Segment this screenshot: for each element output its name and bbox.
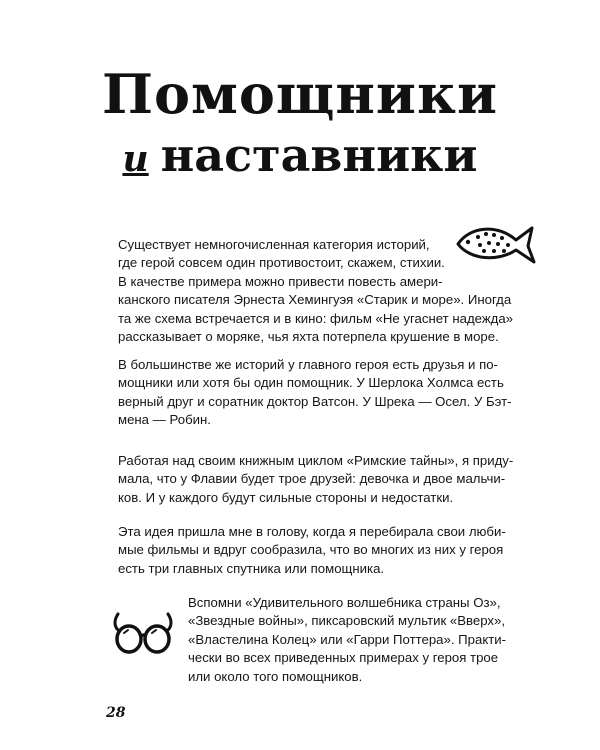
text-line: мые фильмы и вдруг сообразила, что во многих из них у героя bbox=[118, 542, 504, 558]
paragraph-1 bbox=[118, 236, 538, 346]
text-line: или около того помощников. bbox=[188, 668, 363, 684]
text-line: мена — Робин. bbox=[118, 412, 211, 428]
page-title-line-2 bbox=[0, 128, 600, 182]
text-line: В качестве примера можно привести повесть амери- bbox=[118, 273, 443, 289]
text-line: мала, что у Флавии будет трое друзей: девочка и двое мальчи- bbox=[118, 471, 506, 487]
text-line: ков. И у каждого будут сильные стороны и недостатки. bbox=[118, 489, 454, 505]
text-line: «Властелина Колец» или «Гарри Поттера». Практи- bbox=[188, 631, 507, 647]
text-line: канского писателя Эрнеста Хемингуэя «Старик и море». Иногда bbox=[118, 292, 512, 308]
text-line: та же схема встречается и в кино: фильм «Не угаснет надежда» bbox=[118, 310, 514, 326]
text-line: где герой совсем один противостоит, скажем, стихии. bbox=[118, 255, 445, 271]
text-line: Вспомни «Удивительного волшебника страны Оз», bbox=[188, 595, 501, 610]
text-line: В большинстве же историй у главного героя есть друзья и по- bbox=[118, 357, 498, 372]
paragraph-5 bbox=[188, 594, 538, 686]
text-line: верный друг и соратник доктор Ватсон. У Шрека — Осел. У Бэт- bbox=[118, 393, 512, 409]
text-line: чески во всех приведенных примерах у героя трое bbox=[188, 650, 499, 666]
page-title-word: наставники bbox=[160, 128, 478, 182]
glasses-icon bbox=[112, 606, 174, 658]
page-title-line-1: Помощники bbox=[102, 62, 498, 126]
page-title-conjunction: и bbox=[122, 138, 149, 180]
text-line: мощники или хотя бы один помощник. У Шерлока Холмса есть bbox=[118, 375, 504, 391]
text-line: есть три главных спутника или помощника. bbox=[118, 560, 385, 576]
text-line: рассказывает о моряке, чья яхта потерпела крушение в море. bbox=[118, 329, 499, 345]
text-line: Существует немногочисленная категория историй, bbox=[118, 237, 430, 252]
text-line: Работая над своим книжным циклом «Римские тайны», я приду- bbox=[118, 453, 514, 468]
text-line: Эта идея пришла мне в голову, когда я перебирала свои люби- bbox=[118, 524, 506, 539]
text-line: «Звездные войны», пиксаровский мультик «Вверх», bbox=[188, 613, 506, 629]
paragraph-3 bbox=[118, 452, 538, 507]
page-number: 28 bbox=[106, 705, 126, 721]
paragraph-2 bbox=[118, 356, 538, 430]
paragraph-4 bbox=[118, 523, 538, 578]
